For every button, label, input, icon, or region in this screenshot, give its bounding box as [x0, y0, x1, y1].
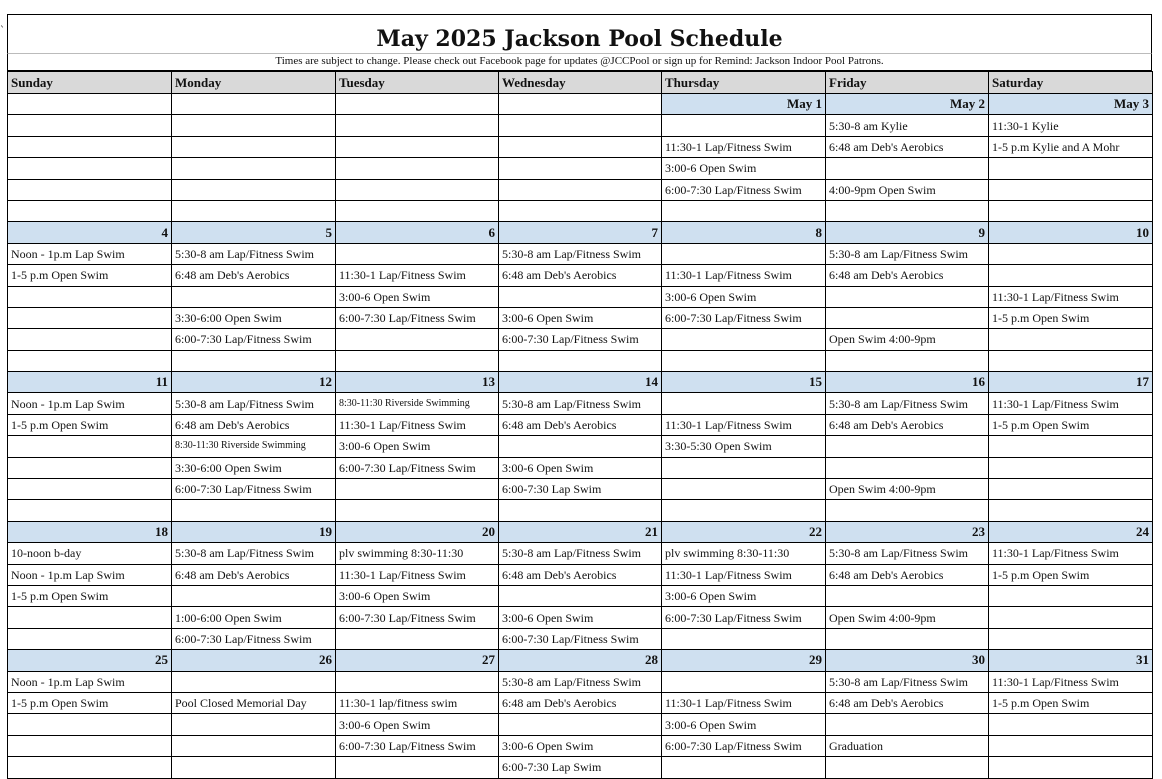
- date-cell[interactable]: 13: [336, 372, 499, 393]
- weekday-header: Saturday: [989, 72, 1153, 94]
- schedule-cell[interactable]: [662, 628, 826, 649]
- schedule-cell[interactable]: 1-5 p.m Open Swim: [8, 414, 172, 435]
- date-cell[interactable]: 21: [499, 521, 662, 542]
- schedule-cell[interactable]: 3:00-6 Open Swim: [662, 158, 826, 179]
- date-cell[interactable]: 4: [8, 222, 172, 243]
- schedule-cell[interactable]: [8, 500, 172, 521]
- schedule-cell[interactable]: 5:30-8 am Lap/Fitness Swim: [826, 543, 989, 564]
- schedule-cell[interactable]: [172, 136, 336, 157]
- schedule-cell[interactable]: [989, 329, 1153, 350]
- schedule-row: [8, 479, 1153, 500]
- schedule-cell[interactable]: 3:00-6 Open Swim: [662, 585, 826, 606]
- date-cell[interactable]: 12: [172, 372, 336, 393]
- schedule-cell[interactable]: [8, 350, 172, 371]
- schedule-cell[interactable]: [8, 286, 172, 307]
- date-cell[interactable]: [172, 94, 336, 115]
- schedule-cell[interactable]: [662, 757, 826, 778]
- schedule-cell[interactable]: [989, 735, 1153, 756]
- schedule-cell[interactable]: 3:00-6 Open Swim: [499, 457, 662, 478]
- schedule-cell[interactable]: 6:48 am Deb's Aerobics: [499, 265, 662, 286]
- date-cell[interactable]: May 3: [989, 94, 1153, 115]
- weekday-header-row: [8, 72, 1153, 94]
- schedule-cell[interactable]: [8, 479, 172, 500]
- date-cell[interactable]: 20: [336, 521, 499, 542]
- schedule-cell[interactable]: 3:00-6 Open Swim: [336, 585, 499, 606]
- schedule-cell[interactable]: [336, 479, 499, 500]
- schedule-cell[interactable]: 8:30-11:30 Riverside Swimming: [336, 393, 499, 414]
- cell-selection-mark: `: [0, 26, 5, 37]
- schedule-row: [8, 158, 1153, 179]
- schedule-cell[interactable]: 1-5 p.m Open Swim: [989, 307, 1153, 328]
- date-cell[interactable]: [8, 94, 172, 115]
- schedule-cell[interactable]: Graduation: [826, 735, 989, 756]
- date-cell[interactable]: 11: [8, 372, 172, 393]
- schedule-cell[interactable]: 5:30-8 am Lap/Fitness Swim: [826, 393, 989, 414]
- date-cell[interactable]: 5: [172, 222, 336, 243]
- schedule-cell[interactable]: 6:48 am Deb's Aerobics: [499, 564, 662, 585]
- weekday-header: Wednesday: [499, 72, 662, 94]
- schedule-cell[interactable]: [662, 457, 826, 478]
- date-cell[interactable]: 30: [826, 650, 989, 671]
- schedule-cell[interactable]: Noon - 1p.m Lap Swim: [8, 564, 172, 585]
- schedule-cell[interactable]: 6:00-7:30 Lap/Fitness Swim: [336, 735, 499, 756]
- schedule-cell[interactable]: 6:00-7:30 Lap Swim: [499, 757, 662, 778]
- schedule-cell[interactable]: [8, 607, 172, 628]
- schedule-row: [8, 735, 1153, 756]
- schedule-cell[interactable]: [499, 179, 662, 200]
- schedule-cell[interactable]: [499, 286, 662, 307]
- schedule-cell[interactable]: [8, 735, 172, 756]
- date-cell[interactable]: May 1: [662, 94, 826, 115]
- schedule-cell[interactable]: 5:30-8 am Lap/Fitness Swim: [172, 543, 336, 564]
- schedule-cell[interactable]: [826, 200, 989, 221]
- schedule-cell[interactable]: [8, 200, 172, 221]
- schedule-cell[interactable]: 6:48 am Deb's Aerobics: [499, 692, 662, 713]
- schedule-cell[interactable]: 6:00-7:30 Lap/Fitness Swim: [499, 628, 662, 649]
- schedule-cell[interactable]: Pool Closed Memorial Day: [172, 692, 336, 713]
- date-row: [8, 650, 1153, 671]
- schedule-cell[interactable]: 11:30-1 Lap/Fitness Swim: [336, 414, 499, 435]
- schedule-cell[interactable]: [826, 457, 989, 478]
- schedule-row: [8, 115, 1153, 136]
- schedule-cell[interactable]: 5:30-8 am Lap/Fitness Swim: [826, 243, 989, 264]
- schedule-cell[interactable]: [336, 200, 499, 221]
- schedule-cell[interactable]: plv swimming 8:30-11:30: [662, 543, 826, 564]
- schedule-row: [8, 757, 1153, 778]
- date-cell[interactable]: 19: [172, 521, 336, 542]
- date-cell[interactable]: 28: [499, 650, 662, 671]
- schedule-cell[interactable]: 6:00-7:30 Lap/Fitness Swim: [336, 607, 499, 628]
- schedule-cell[interactable]: Noon - 1p.m Lap Swim: [8, 393, 172, 414]
- date-cell[interactable]: 16: [826, 372, 989, 393]
- schedule-cell[interactable]: [662, 500, 826, 521]
- schedule-cell[interactable]: [989, 243, 1153, 264]
- schedule-cell[interactable]: 5:30-8 am Lap/Fitness Swim: [172, 243, 336, 264]
- schedule-cell[interactable]: 4:00-9pm Open Swim: [826, 179, 989, 200]
- schedule-cell[interactable]: 6:48 am Deb's Aerobics: [826, 564, 989, 585]
- date-cell[interactable]: 15: [662, 372, 826, 393]
- schedule-cell[interactable]: [172, 350, 336, 371]
- date-cell[interactable]: 26: [172, 650, 336, 671]
- schedule-cell[interactable]: 3:00-6 Open Swim: [336, 714, 499, 735]
- schedule-cell[interactable]: [499, 136, 662, 157]
- schedule-row: [8, 393, 1153, 414]
- schedule-cell[interactable]: [826, 500, 989, 521]
- schedule-cell[interactable]: [499, 436, 662, 457]
- schedule-cell[interactable]: [172, 714, 336, 735]
- date-cell[interactable]: 17: [989, 372, 1153, 393]
- schedule-cell[interactable]: [826, 585, 989, 606]
- schedule-cell[interactable]: [826, 436, 989, 457]
- schedule-cell[interactable]: [336, 757, 499, 778]
- schedule-cell[interactable]: 6:00-7:30 Lap/Fitness Swim: [662, 735, 826, 756]
- schedule-cell[interactable]: [662, 115, 826, 136]
- schedule-cell[interactable]: [336, 329, 499, 350]
- schedule-cell[interactable]: 6:00-7:30 Lap/Fitness Swim: [336, 457, 499, 478]
- date-cell[interactable]: [499, 94, 662, 115]
- calendar-weeks: [8, 94, 1153, 779]
- schedule-cell[interactable]: 5:30-8 am Lap/Fitness Swim: [172, 393, 336, 414]
- schedule-cell[interactable]: 1-5 p.m Open Swim: [8, 585, 172, 606]
- schedule-cell[interactable]: [499, 585, 662, 606]
- schedule-row: [8, 671, 1153, 692]
- schedule-cell[interactable]: [172, 500, 336, 521]
- schedule-cell[interactable]: [172, 735, 336, 756]
- schedule-cell[interactable]: [989, 200, 1153, 221]
- schedule-cell[interactable]: 11:30-1 Lap/Fitness Swim: [662, 136, 826, 157]
- schedule-cell[interactable]: [499, 714, 662, 735]
- schedule-cell[interactable]: 5:30-8 am Lap/Fitness Swim: [499, 671, 662, 692]
- schedule-cell[interactable]: [8, 757, 172, 778]
- date-cell[interactable]: 24: [989, 521, 1153, 542]
- schedule-cell[interactable]: 6:48 am Deb's Aerobics: [826, 692, 989, 713]
- schedule-cell[interactable]: 1:00-6:00 Open Swim: [172, 607, 336, 628]
- schedule-cell[interactable]: [499, 158, 662, 179]
- schedule-cell[interactable]: 5:30-8 am Lap/Fitness Swim: [826, 671, 989, 692]
- schedule-row: [8, 329, 1153, 350]
- schedule-cell[interactable]: 3:00-6 Open Swim: [662, 714, 826, 735]
- date-cell[interactable]: 27: [336, 650, 499, 671]
- schedule-cell[interactable]: 6:00-7:30 Lap Swim: [499, 479, 662, 500]
- calendar-grid: [7, 71, 1153, 779]
- schedule-cell[interactable]: 11:30-1 Lap/Fitness Swim: [336, 265, 499, 286]
- schedule-cell[interactable]: Noon - 1p.m Lap Swim: [8, 671, 172, 692]
- schedule-row: [8, 414, 1153, 435]
- schedule-cell[interactable]: 6:00-7:30 Lap/Fitness Swim: [172, 479, 336, 500]
- schedule-cell[interactable]: [989, 350, 1153, 371]
- date-cell[interactable]: 29: [662, 650, 826, 671]
- date-cell[interactable]: 31: [989, 650, 1153, 671]
- weekday-header: Friday: [826, 72, 989, 94]
- schedule-cell[interactable]: [8, 714, 172, 735]
- schedule-cell[interactable]: [989, 158, 1153, 179]
- schedule-cell[interactable]: [336, 136, 499, 157]
- schedule-cell[interactable]: 1-5 p.m Open Swim: [989, 414, 1153, 435]
- schedule-row: [8, 457, 1153, 478]
- schedule-cell[interactable]: [8, 307, 172, 328]
- schedule-cell[interactable]: 3:30-6:00 Open Swim: [172, 457, 336, 478]
- schedule-cell[interactable]: 6:48 am Deb's Aerobics: [499, 414, 662, 435]
- schedule-cell[interactable]: 1-5 p.m Open Swim: [8, 265, 172, 286]
- schedule-row: [8, 628, 1153, 649]
- schedule-cell[interactable]: 6:00-7:30 Lap/Fitness Swim: [172, 628, 336, 649]
- schedule-cell[interactable]: 11:30-1 Lap/Fitness Swim: [989, 393, 1153, 414]
- schedule-cell[interactable]: [989, 757, 1153, 778]
- schedule-cell[interactable]: [336, 158, 499, 179]
- schedule-cell[interactable]: 6:48 am Deb's Aerobics: [172, 414, 336, 435]
- schedule-row: [8, 585, 1153, 606]
- schedule-cell[interactable]: [662, 350, 826, 371]
- schedule-cell[interactable]: [172, 286, 336, 307]
- schedule-cell[interactable]: 1-5 p.m Open Swim: [989, 692, 1153, 713]
- schedule-cell[interactable]: [172, 200, 336, 221]
- schedule-cell[interactable]: 8:30-11:30 Riverside Swimming: [172, 436, 336, 457]
- schedule-cell[interactable]: Open Swim 4:00-9pm: [826, 329, 989, 350]
- date-cell[interactable]: 9: [826, 222, 989, 243]
- schedule-row: [8, 350, 1153, 371]
- schedule-cell[interactable]: [662, 243, 826, 264]
- schedule-cell[interactable]: 11:30-1 lap/fitness swim: [336, 692, 499, 713]
- schedule-cell[interactable]: [499, 350, 662, 371]
- schedule-cell[interactable]: 11:30-1 Lap/Fitness Swim: [662, 265, 826, 286]
- date-cell[interactable]: 6: [336, 222, 499, 243]
- date-row: [8, 372, 1153, 393]
- schedule-cell[interactable]: [989, 436, 1153, 457]
- schedule-cell[interactable]: 6:00-7:30 Lap/Fitness Swim: [662, 307, 826, 328]
- schedule-cell[interactable]: 3:00-6 Open Swim: [336, 286, 499, 307]
- weekday-header: Sunday: [8, 72, 172, 94]
- schedule-cell[interactable]: 3:30-6:00 Open Swim: [172, 307, 336, 328]
- schedule-row: [8, 714, 1153, 735]
- schedule-cell[interactable]: 11:30-1 Lap/Fitness Swim: [662, 692, 826, 713]
- schedule-cell[interactable]: [989, 628, 1153, 649]
- schedule-cell[interactable]: [499, 500, 662, 521]
- schedule-row: [8, 500, 1153, 521]
- schedule-cell[interactable]: 3:30-5:30 Open Swim: [662, 436, 826, 457]
- schedule-sheet: [7, 14, 1152, 779]
- schedule-cell[interactable]: [989, 265, 1153, 286]
- schedule-cell[interactable]: 1-5 p.m Open Swim: [8, 692, 172, 713]
- schedule-row: [8, 136, 1153, 157]
- schedule-row: [8, 607, 1153, 628]
- schedule-cell[interactable]: [989, 457, 1153, 478]
- schedule-cell[interactable]: [336, 628, 499, 649]
- schedule-cell[interactable]: [336, 179, 499, 200]
- schedule-cell[interactable]: Noon - 1p.m Lap Swim: [8, 243, 172, 264]
- schedule-cell[interactable]: [662, 200, 826, 221]
- schedule-cell[interactable]: [336, 500, 499, 521]
- date-cell[interactable]: 23: [826, 521, 989, 542]
- schedule-cell[interactable]: 6:48 am Deb's Aerobics: [826, 136, 989, 157]
- schedule-cell[interactable]: 6:48 am Deb's Aerobics: [826, 414, 989, 435]
- schedule-cell[interactable]: [989, 500, 1153, 521]
- schedule-cell[interactable]: 5:30-8 am Kylie: [826, 115, 989, 136]
- schedule-cell[interactable]: [8, 115, 172, 136]
- schedule-cell[interactable]: [8, 329, 172, 350]
- schedule-cell[interactable]: 5:30-8 am Lap/Fitness Swim: [499, 393, 662, 414]
- schedule-cell[interactable]: [8, 158, 172, 179]
- schedule-cell[interactable]: 6:00-7:30 Lap/Fitness Swim: [499, 329, 662, 350]
- schedule-cell[interactable]: [826, 286, 989, 307]
- schedule-cell[interactable]: 6:00-7:30 Lap/Fitness Swim: [172, 329, 336, 350]
- schedule-cell[interactable]: 11:30-1 Lap/Fitness Swim: [989, 543, 1153, 564]
- schedule-cell[interactable]: 11:30-1 Lap/Fitness Swim: [662, 564, 826, 585]
- weekday-header: Monday: [172, 72, 336, 94]
- schedule-row: [8, 286, 1153, 307]
- schedule-cell[interactable]: 6:00-7:30 Lap/Fitness Swim: [662, 607, 826, 628]
- schedule-cell[interactable]: plv swimming 8:30-11:30: [336, 543, 499, 564]
- schedule-cell[interactable]: [826, 350, 989, 371]
- schedule-cell[interactable]: 6:48 am Deb's Aerobics: [172, 564, 336, 585]
- date-cell[interactable]: 25: [8, 650, 172, 671]
- schedule-cell[interactable]: 6:00-7:30 Lap/Fitness Swim: [336, 307, 499, 328]
- schedule-cell[interactable]: [172, 671, 336, 692]
- schedule-cell[interactable]: [826, 714, 989, 735]
- schedule-row: [8, 179, 1153, 200]
- schedule-cell[interactable]: 11:30-1 Lap/Fitness Swim: [662, 414, 826, 435]
- schedule-cell[interactable]: [8, 179, 172, 200]
- schedule-cell[interactable]: 5:30-8 am Lap/Fitness Swim: [499, 243, 662, 264]
- date-cell[interactable]: May 2: [826, 94, 989, 115]
- schedule-cell[interactable]: [8, 457, 172, 478]
- schedule-cell[interactable]: [172, 757, 336, 778]
- schedule-cell[interactable]: [826, 628, 989, 649]
- date-cell[interactable]: 14: [499, 372, 662, 393]
- schedule-cell[interactable]: 6:00-7:30 Lap/Fitness Swim: [662, 179, 826, 200]
- schedule-cell[interactable]: [662, 329, 826, 350]
- schedule-row: [8, 564, 1153, 585]
- schedule-cell[interactable]: [989, 479, 1153, 500]
- schedule-cell[interactable]: [499, 115, 662, 136]
- date-cell[interactable]: 10: [989, 222, 1153, 243]
- schedule-cell[interactable]: [662, 393, 826, 414]
- schedule-cell[interactable]: 6:48 am Deb's Aerobics: [172, 265, 336, 286]
- schedule-row: [8, 307, 1153, 328]
- schedule-cell[interactable]: [826, 757, 989, 778]
- schedule-cell[interactable]: 1-5 p.m Kylie and A Mohr: [989, 136, 1153, 157]
- schedule-cell[interactable]: [989, 179, 1153, 200]
- schedule-row: [8, 200, 1153, 221]
- schedule-notice: Times are subject to change. Please check out Facebook page for updates @JCCPool or sign up for Remind: Jackson Indoor Pool Patrons.: [7, 53, 1152, 71]
- date-row: [8, 222, 1153, 243]
- schedule-cell[interactable]: [8, 136, 172, 157]
- schedule-cell[interactable]: 11:30-1 Lap/Fitness Swim: [336, 564, 499, 585]
- schedule-cell[interactable]: [499, 200, 662, 221]
- schedule-row: [8, 543, 1153, 564]
- schedule-row: [8, 436, 1153, 457]
- date-cell[interactable]: 22: [662, 521, 826, 542]
- schedule-cell[interactable]: [662, 479, 826, 500]
- schedule-cell[interactable]: 3:00-6 Open Swim: [499, 607, 662, 628]
- schedule-cell[interactable]: [662, 671, 826, 692]
- schedule-cell[interactable]: 3:00-6 Open Swim: [499, 307, 662, 328]
- schedule-cell[interactable]: 10-noon b-day: [8, 543, 172, 564]
- schedule-cell[interactable]: [989, 607, 1153, 628]
- schedule-cell[interactable]: [336, 243, 499, 264]
- date-row: [8, 521, 1153, 542]
- date-row: [8, 94, 1153, 115]
- schedule-cell[interactable]: [336, 671, 499, 692]
- date-cell[interactable]: 7: [499, 222, 662, 243]
- schedule-cell[interactable]: [172, 585, 336, 606]
- schedule-cell[interactable]: Open Swim 4:00-9pm: [826, 607, 989, 628]
- schedule-cell[interactable]: [8, 436, 172, 457]
- schedule-cell[interactable]: [172, 179, 336, 200]
- date-cell[interactable]: 8: [662, 222, 826, 243]
- schedule-cell[interactable]: [172, 115, 336, 136]
- schedule-row: [8, 265, 1153, 286]
- schedule-cell[interactable]: 6:48 am Deb's Aerobics: [826, 265, 989, 286]
- schedule-cell[interactable]: Open Swim 4:00-9pm: [826, 479, 989, 500]
- schedule-cell[interactable]: [989, 585, 1153, 606]
- schedule-cell[interactable]: 5:30-8 am Lap/Fitness Swim: [499, 543, 662, 564]
- schedule-cell[interactable]: [172, 158, 336, 179]
- schedule-cell[interactable]: [8, 628, 172, 649]
- date-cell[interactable]: [336, 94, 499, 115]
- schedule-cell[interactable]: 3:00-6 Open Swim: [336, 436, 499, 457]
- schedule-cell[interactable]: [826, 307, 989, 328]
- schedule-cell[interactable]: 1-5 p.m Open Swim: [989, 564, 1153, 585]
- schedule-cell[interactable]: [336, 115, 499, 136]
- weekday-header: Thursday: [662, 72, 826, 94]
- date-cell[interactable]: 18: [8, 521, 172, 542]
- schedule-cell[interactable]: 3:00-6 Open Swim: [499, 735, 662, 756]
- schedule-row: [8, 243, 1153, 264]
- schedule-cell[interactable]: 11:30-1 Kylie: [989, 115, 1153, 136]
- schedule-cell[interactable]: [826, 158, 989, 179]
- schedule-cell[interactable]: 3:00-6 Open Swim: [662, 286, 826, 307]
- schedule-cell[interactable]: [336, 350, 499, 371]
- weekday-header: Tuesday: [336, 72, 499, 94]
- schedule-cell[interactable]: 11:30-1 Lap/Fitness Swim: [989, 286, 1153, 307]
- page-title: May 2025 Jackson Pool Schedule: [7, 14, 1152, 53]
- schedule-row: [8, 692, 1153, 713]
- schedule-cell[interactable]: [989, 714, 1153, 735]
- schedule-cell[interactable]: 11:30-1 Lap/Fitness Swim: [989, 671, 1153, 692]
